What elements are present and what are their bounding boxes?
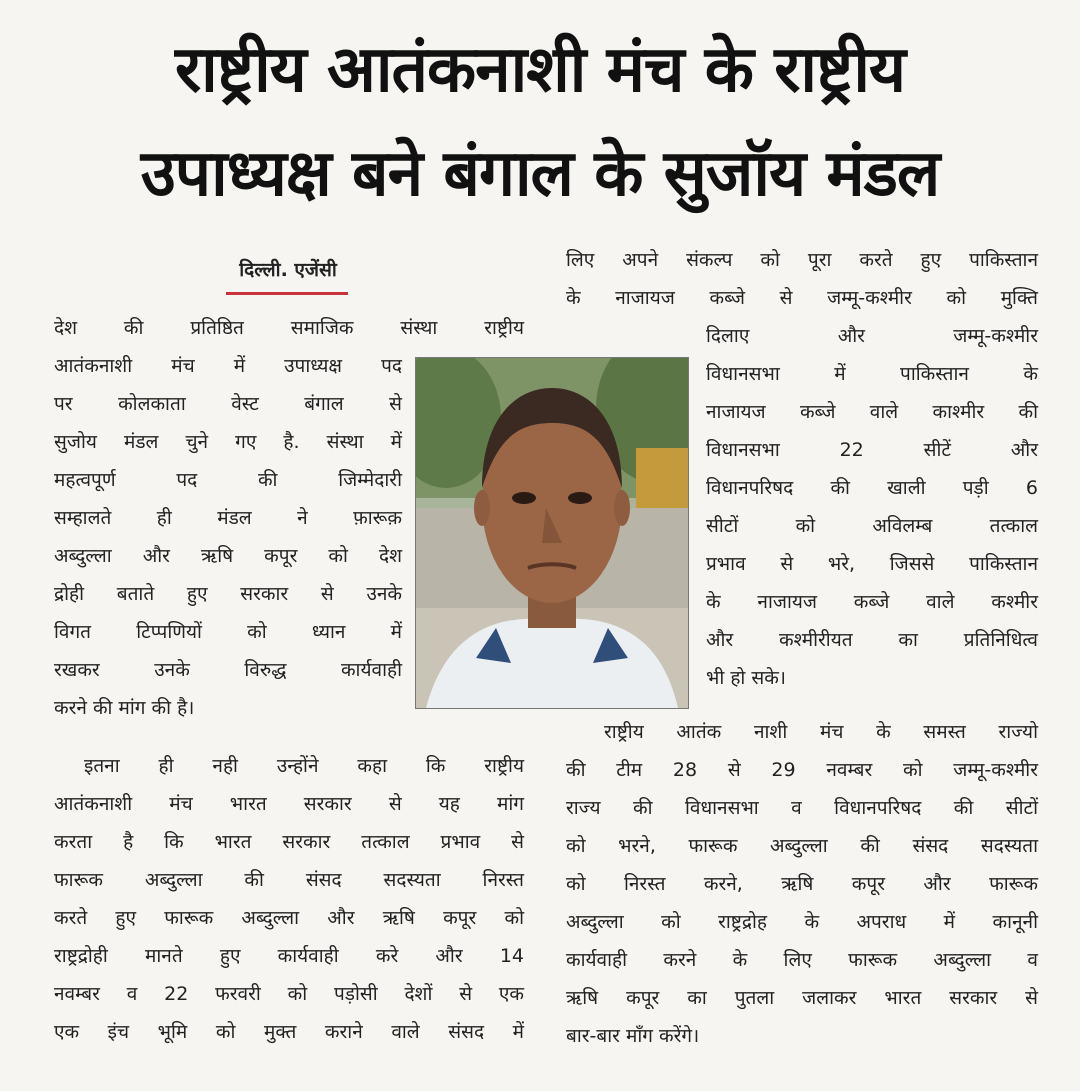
right-line-5: नाजायज कब्जे वाले काश्मीर की	[706, 401, 1038, 423]
left-line-12: इतना ही नही उन्होंने कहा कि राष्ट्रीय	[84, 755, 524, 777]
headline-line-2: उपाध्यक्ष बने बंगाल के सुजॉय मंडल	[140, 137, 940, 211]
right-line-13: राष्ट्रीय आतंक नाशी मंच के समस्त राज्यो	[604, 721, 1038, 743]
left-line-7: अब्दुल्ला और ऋषि कपूर को देश	[54, 545, 402, 567]
left-line-13: आतंकनाशी मंच भारत सरकार से यह मांग	[54, 793, 524, 815]
left-line-5: महत्वपूर्ण पद की जिम्मेदारी	[54, 469, 402, 491]
right-line-7: विधानपरिषद की खाली पड़ी 6	[706, 477, 1038, 499]
portrait-illustration	[416, 358, 688, 708]
right-line-8: सीटों को अविलम्ब तत्काल	[706, 515, 1038, 537]
right-line-11: और कश्मीरीयत का प्रतिनिधित्व	[706, 629, 1038, 651]
left-line-16: करते हुए फारूक अब्दुल्ला और ऋषि कपूर को	[54, 907, 524, 929]
left-line-4: सुजोय मंडल चुने गए है. संस्था में	[54, 431, 402, 453]
right-line-19: कार्यवाही करने के लिए फारूक अब्दुल्ला व	[566, 949, 1038, 971]
right-line-4: विधानसभा में पाकिस्तान के	[706, 363, 1038, 385]
right-line-20: ऋषि कपूर का पुतला जलाकर भारत सरकार से	[566, 987, 1038, 1009]
right-line-1: लिए अपने संकल्प को पूरा करते हुए पाकिस्तान	[566, 249, 1038, 271]
left-line-14: करता है कि भारत सरकार तत्काल प्रभाव से	[54, 831, 524, 853]
right-line-12: भी हो सके।	[706, 667, 787, 689]
right-line-21: बार-बार माँग करेंगे।	[566, 1025, 700, 1047]
left-line-17: राष्ट्रद्रोही मानते हुए कार्यवाही करे और 14	[54, 945, 524, 967]
left-line-9: विगत टिप्पणियों को ध्यान में	[54, 621, 402, 643]
portrait-photo	[415, 357, 689, 709]
left-line-6: सम्हालते ही मंडल ने फ़ारूक़	[54, 507, 402, 529]
headline-line-1: राष्ट्रीय आतंकनाशी मंच के राष्ट्रीय	[174, 33, 906, 107]
right-line-15: राज्य की विधानसभा व विधानपरिषद की सीटों	[566, 797, 1038, 819]
left-line-19: एक इंच भूमि को मुक्त कराने वाले संसद में	[54, 1021, 524, 1043]
left-line-8: द्रोही बताते हुए सरकार से उनके	[54, 583, 402, 605]
byline: दिल्ली. एजेंसी	[239, 259, 337, 281]
right-line-17: को निरस्त करने, ऋषि कपूर और फारूक	[566, 873, 1038, 895]
right-line-16: को भरने, फारूक अब्दुल्ला की संसद सदस्यता	[566, 835, 1038, 857]
left-line-1: देश की प्रतिष्ठित समाजिक संस्था राष्ट्रीय	[54, 317, 524, 339]
left-line-15: फारूक अब्दुल्ला की संसद सदस्यता निरस्त	[54, 869, 524, 891]
byline-underline	[226, 292, 348, 295]
right-line-3: दिलाए और जम्मू-कश्मीर	[706, 325, 1038, 347]
left-line-18: नवम्बर व 22 फरवरी को पड़ोसी देशों से एक	[54, 983, 524, 1005]
right-line-10: के नाजायज कब्जे वाले कश्मीर	[706, 591, 1038, 613]
right-line-6: विधानसभा 22 सीटें और	[706, 439, 1038, 461]
left-line-2: आतंकनाशी मंच में उपाध्यक्ष पद	[54, 355, 402, 377]
right-line-14: की टीम 28 से 29 नवम्बर को जम्मू-कश्मीर	[566, 759, 1038, 781]
right-line-2: के नाजायज कब्जे से जम्मू-कश्मीर को मुक्ति	[566, 287, 1038, 309]
left-line-3: पर कोलकाता वेस्ट बंगाल से	[54, 393, 402, 415]
left-line-11: करने की मांग की है।	[54, 697, 195, 719]
right-line-9: प्रभाव से भरे, जिससे पाकिस्तान	[706, 553, 1038, 575]
right-line-18: अब्दुल्ला को राष्ट्रद्रोह के अपराध में कानूनी	[566, 911, 1038, 933]
left-line-10: रखकर उनके विरुद्ध कार्यवाही	[54, 659, 402, 681]
headline	[30, 18, 1050, 226]
